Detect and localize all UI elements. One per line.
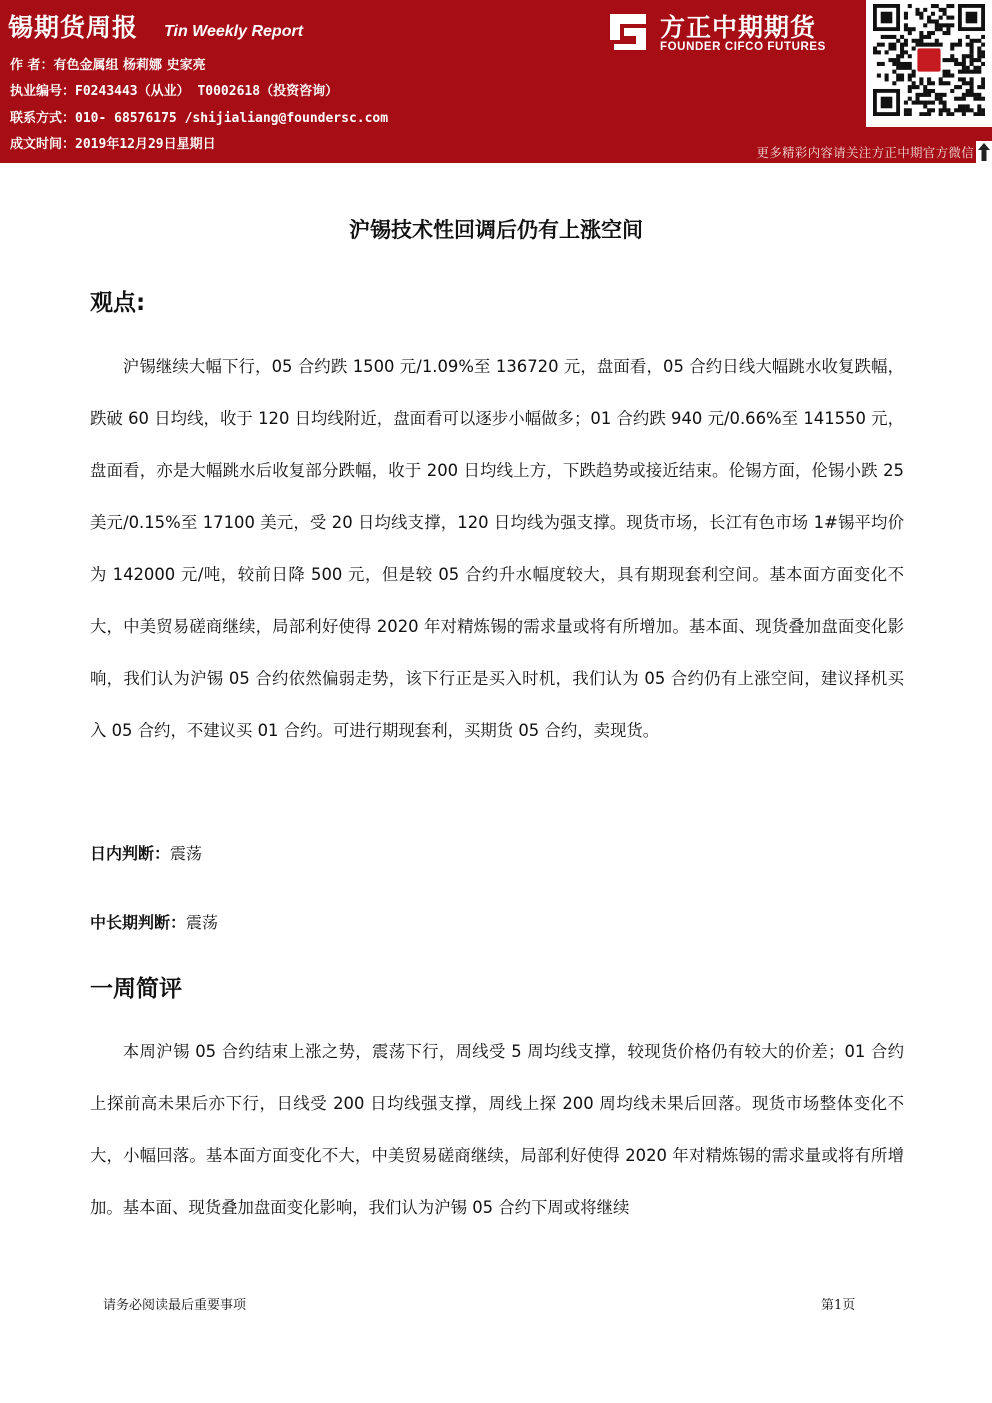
view-paragraph: 沪锡继续大幅下行，05 合约跌 1500 元/1.09%至 136720 元，盘面看，05 合约日线大幅跳水收复跌幅，跌破 60 日均线，收于 120 日均线附近，盘面看可以逐步小幅做多；01 合约跌 940 元/0.66%至 141550 元，盘面看，亦是大幅跳水后收复部分跌幅，收于 200 日均线上方，下跌趋势或接近结束。伦锡方面，伦锡小跌 25 美元/0.15%至 17100 美元，受 20 日均线支撑，120 日均线为强支撑。现货市场，长江有色市场 1#锡平均价为 142000 元/吨，较前日降 500 元，但是较 05 合约升水幅度较大，具有期现套利空间。基本面方面变化不大，中美贸易磋商继续，局部利好使得 2020 年对精炼锡的需求量或将有所增加。基本面、现货叠加盘面变化影响，我们认为沪锡 05 合约依然偏弱走势，该下行正是买入时机，我们认为 05 合约仍有上涨空间，建议择机买入 05 合约，不建议买 01 合约。可进行期现套利，买期货 05 合约，卖现货。: [90, 357, 904, 740]
author-value: 有色金属组 杨莉娜 史家亮: [53, 58, 206, 73]
qr-code-container: [866, 0, 992, 127]
longterm-judgement: [90, 910, 218, 933]
date-line: [10, 133, 216, 152]
intraday-value: 震荡: [170, 844, 203, 863]
footer-notice: 请务必阅读最后重要事项: [103, 1298, 247, 1313]
contact-value: 010- 68576175 /shijialiang@foundersc.com: [75, 111, 389, 126]
qr-code-icon: [873, 4, 985, 116]
date-value: 2019年12月29日星期日: [75, 137, 216, 152]
report-header: [0, 0, 992, 163]
report-title-cn: 锡期货周报: [8, 13, 139, 42]
author-line: [10, 54, 206, 73]
arrow-container: [976, 141, 992, 163]
contact-label: 联系方式：: [10, 111, 76, 126]
report-title-row: [8, 8, 303, 42]
report-title-en: Tin Weekly Report: [164, 23, 304, 40]
license-label: 执业编号：: [10, 84, 76, 99]
intraday-judgement: [90, 841, 202, 864]
document-title: 沪锡技术性回调后仍有上涨空间: [349, 218, 643, 242]
weekly-paragraph: 本周沪锡 05 合约结束上涨之势，震荡下行，周线受 5 周均线支撑，较现货价格仍有较大的价差；01 合约上探前高未果后亦下行，日线受 200 日均线强支撑，周线上探 200 周均线未果后回落。现货市场整体变化不大，小幅回落。基本面方面变化不大，中美贸易磋商继续，局部利好使得 2020 年对精炼锡的需求量或将有所增加。基本面、现货叠加盘面变化影响，我们认为沪锡 05 合约下周或将继续: [90, 1042, 904, 1217]
company-logo: [606, 10, 866, 60]
section-heading-weekly: 一周简评: [90, 976, 182, 1002]
follow-wechat-line: [756, 141, 992, 163]
longterm-label: 中长期判断：: [90, 913, 187, 932]
founder-logo-icon: [606, 10, 650, 54]
contact-line: [10, 107, 388, 126]
longterm-value: 震荡: [186, 913, 219, 932]
intraday-label: 日内判断：: [90, 844, 171, 863]
author-label: 作 者：: [10, 58, 54, 73]
section-heading-view: 观点:: [90, 290, 146, 316]
license-value: F0243443（从业） T0002618（投资咨询）: [75, 84, 339, 99]
footer-page-number: 第1页: [821, 1298, 856, 1313]
license-line: [10, 80, 338, 99]
follow-wechat-text: 更多精彩内容请关注方正中期官方微信: [756, 145, 974, 160]
date-label: 成文时间：: [10, 137, 76, 152]
logo-text-cn: 方正中期期货: [660, 13, 817, 42]
up-arrow-icon: [977, 142, 991, 162]
logo-text-en: FOUNDER CIFCO FUTURES: [660, 41, 826, 53]
